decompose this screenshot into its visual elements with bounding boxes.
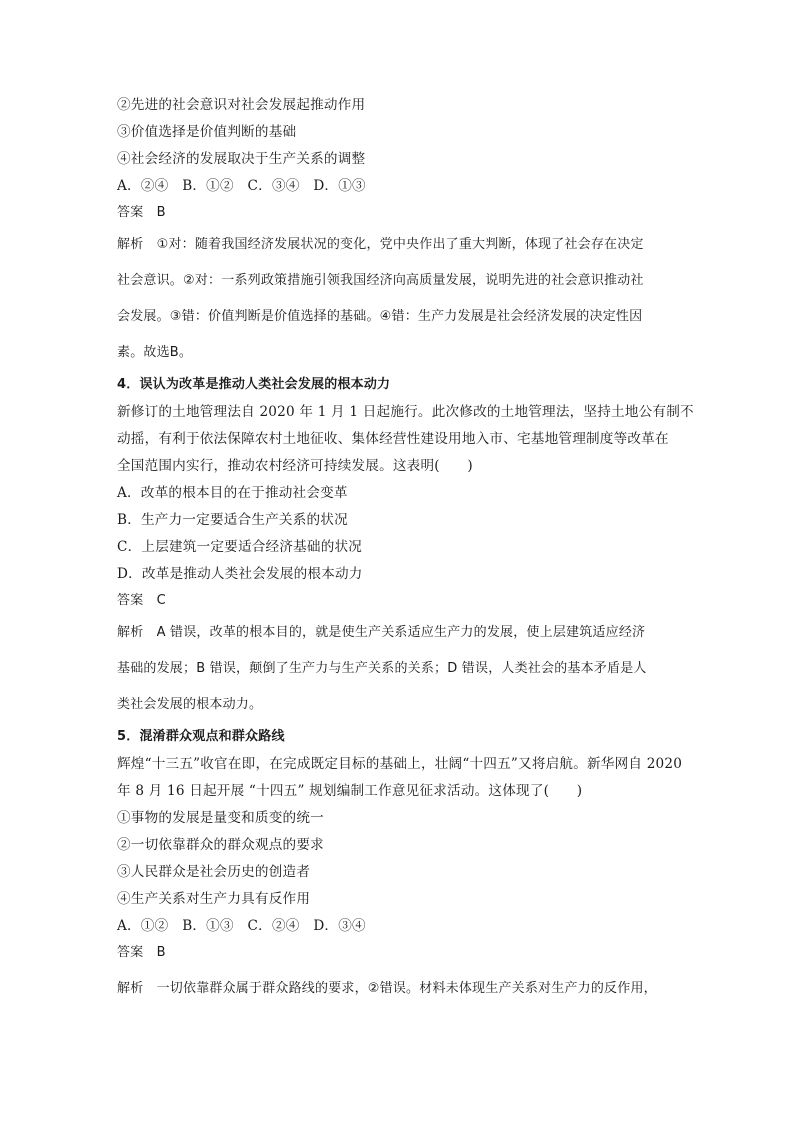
- explanation-line: 素。故选B。: [117, 345, 193, 360]
- option-statement-2: ②一切依靠群众的群众观点的要求: [117, 837, 324, 853]
- answer-choices: A．②④ B．①② C．③④ D．①③: [117, 178, 366, 194]
- answer-label: 答案 B: [117, 945, 166, 960]
- option-statement-1: ①事物的发展是量变和质变的统一: [117, 810, 324, 826]
- option-d: D．改革是推动人类社会发展的根本动力: [117, 566, 363, 582]
- option-c: C．上层建筑一定要适合经济基础的状况: [117, 539, 363, 555]
- question-stem: 动摇，有利于依法保障农村土地征收、集体经营性建设用地入市、宅基地管理制度等改革在: [117, 431, 669, 447]
- explanation-line: 会发展。③错：价值判断是价值选择的基础。④错：生产力发展是社会经济发展的决定性因: [117, 309, 643, 324]
- section-heading: 4．误认为改革是推动人类社会发展的根本动力: [117, 377, 391, 392]
- answer-label: 答案 C: [117, 593, 166, 608]
- section-heading: 5．混淆群众观点和群众路线: [117, 729, 285, 744]
- explanation-line: 解析 ①对：随着我国经济发展状况的变化，党中央作出了重大判断，体现了社会存在决定: [117, 237, 644, 252]
- explanation-line: 基础的发展；B 错误，颠倒了生产力与生产关系的关系；D 错误，人类社会的基本矛盾是人: [117, 661, 647, 676]
- question-stem: 年 8 月 16 日起开展 “十四五” 规划编制工作意见征求活动。这体现了( ): [117, 783, 583, 799]
- question-stem: 辉煌“十三五”收官在即，在完成既定目标的基础上，壮阔“十四五”又将启航。新华网自 2020: [117, 756, 683, 772]
- option-b: B．生产力一定要适合生产关系的状况: [117, 512, 348, 528]
- option-a: A．改革的根本目的在于推动社会变革: [117, 485, 348, 501]
- option-statement-2: ②先进的社会意识对社会发展起推动作用: [117, 97, 366, 113]
- option-statement-4: ④生产关系对生产力具有反作用: [117, 891, 311, 907]
- option-statement-4: ④社会经济的发展取决于生产关系的调整: [117, 151, 366, 167]
- question-stem: 新修订的土地管理法自 2020 年 1 月 1 日起施行。此次修改的土地管理法，坚持土地公有制不: [117, 404, 694, 420]
- answer-choices: A．①② B．①③ C．②④ D．③④: [117, 918, 366, 934]
- answer-label: 答案 B: [117, 205, 166, 220]
- explanation-line: 类社会发展的根本动力。: [117, 697, 263, 712]
- explanation-line: 社会意识。②对：一系列政策措施引领我国经济向高质量发展，说明先进的社会意识推动社: [117, 273, 644, 288]
- option-statement-3: ③价值选择是价值判断的基础: [117, 124, 297, 140]
- option-statement-3: ③人民群众是社会历史的创造者: [117, 864, 311, 880]
- question-stem: 全国范围内实行，推动农村经济可持续发展。这表明( ): [117, 458, 473, 474]
- explanation-line: 解析 一切依靠群众属于群众路线的要求，②错误。材料未体现生产关系对生产力的反作用，: [117, 981, 657, 996]
- explanation-line: 解析 A 错误，改革的根本目的，就是使生产关系适应生产力的发展，使上层建筑适应经济: [117, 625, 646, 640]
